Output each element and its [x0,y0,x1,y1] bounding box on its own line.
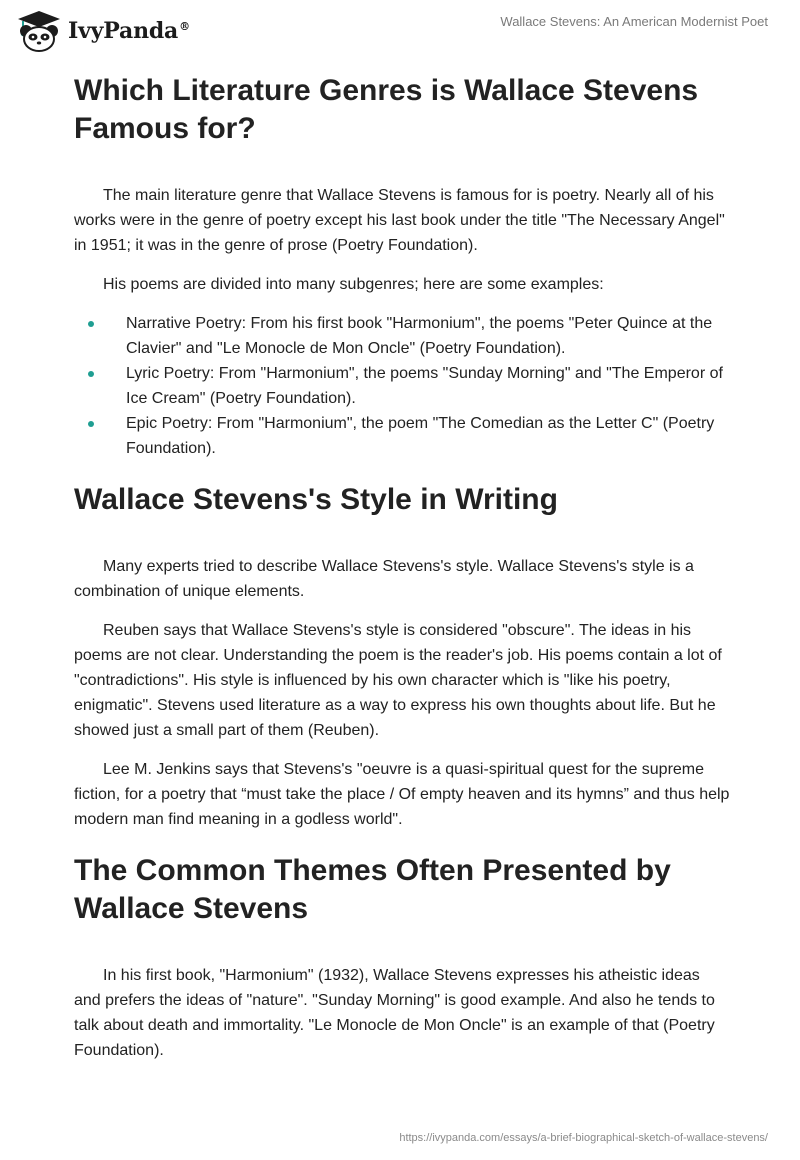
paragraph: Reuben says that Wallace Stevens's style is considered "obscure". The ideas in his poems are not clear. Understanding the poem is the reader's job. His poems contain a lot of "contradictions". His style is influenced by his own character which is "like his poetry, enigmatic". Stevens used literature as a way to express his own thoughts about life. But he showed just a small part of them (Reuben). [74,622,722,739]
bullet-icon [88,421,94,427]
section-heading-genres: Which Literature Genres is Wallace Stevens Famous for? [74,74,699,145]
section-heading-style: Wallace Stevens's Style in Writing [74,483,558,516]
list-item: Epic Poetry: From "Harmonium", the poem "The Comedian as the Letter C" (Poetry Foundation). [74,411,730,461]
source-url[interactable]: https://ivypanda.com/essays/a-brief-biographical-sketch-of-wallace-stevens/ [399,1132,768,1144]
list-item: Narrative Poetry: From his first book "Harmonium", the poems "Peter Quince at the Clavier" and "Le Monocle de Mon Oncle" (Poetry Foundation). [74,311,730,361]
panda-graduate-icon [14,9,64,53]
registered-mark: ® [179,19,190,33]
essay-content [74,72,730,1063]
paragraph: Lee M. Jenkins says that Stevens's "oeuvre is a quasi-spiritual quest for the supreme fiction, for a poetry that “must take the place / Of empty heaven and its hymns” and thus help modern man find meaning in a godless world". [74,761,730,828]
page-header [0,0,800,60]
section-heading-themes: The Common Themes Often Presented by Wallace Stevens [74,854,671,925]
paragraph: In his first book, "Harmonium" (1932), Wallace Stevens expresses his atheistic ideas and prefers the ideas of "nature". "Sunday Morning" is good example. And also he tends to talk about death and immortality. "Le Monocle de Mon Oncle" is an example of that (Poetry Foundation). [74,967,715,1059]
paragraph: His poems are divided into many subgenres; here are some examples: [103,276,604,293]
ivypanda-logo[interactable] [14,9,190,53]
brand-name: IvyPanda® [68,18,190,44]
document-title: Wallace Stevens: An American Modernist Poet [500,14,768,29]
bullet-icon [88,371,94,377]
list-item: Lyric Poetry: From "Harmonium", the poems "Sunday Morning" and "The Emperor of Ice Cream" (Poetry Foundation). [74,361,730,411]
paragraph: The main literature genre that Wallace Stevens is famous for is poetry. Nearly all of his works were in the genre of poetry except his last book under the title "The Necessary Angel" in 1951; it was in the genre of prose (Poetry Foundation). [74,187,725,254]
subgenre-list [74,311,730,461]
bullet-icon [88,321,94,327]
paragraph: Many experts tried to describe Wallace Stevens's style. Wallace Stevens's style is a combination of unique elements. [74,558,694,600]
